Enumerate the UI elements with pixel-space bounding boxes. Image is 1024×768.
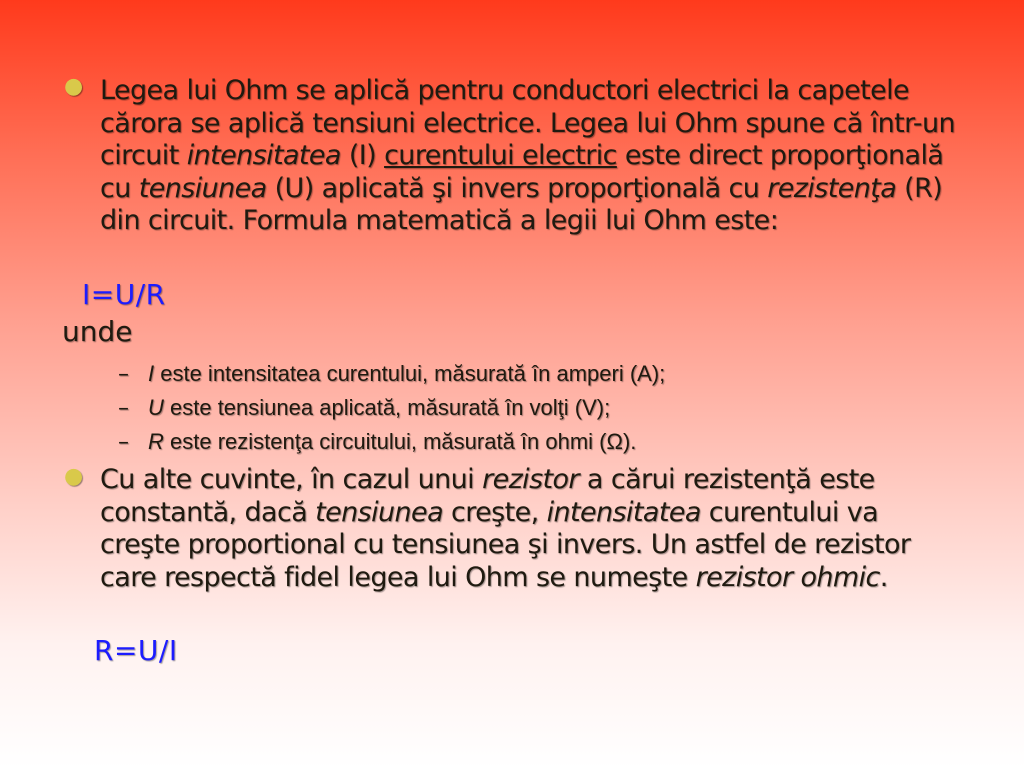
- dash-icon: –: [118, 430, 129, 455]
- text-segment: .: [879, 561, 888, 593]
- formula-resistance: R=U/I: [94, 634, 178, 667]
- emphasis-rezistor-ohmic: rezistor ohmic: [695, 561, 880, 593]
- variable-r: R: [148, 429, 164, 454]
- emphasis-intensitatea: intensitatea: [186, 140, 341, 171]
- text-segment: creşte,: [443, 496, 547, 528]
- emphasis-rezistor: rezistor: [482, 464, 579, 495]
- variable-i: I: [148, 361, 155, 386]
- bullet-paragraph-2: [100, 464, 960, 594]
- text-segment: a cărui rezistenţă este constantă, dacă: [100, 464, 875, 528]
- dash-icon: –: [118, 362, 129, 387]
- dash-icon: –: [118, 396, 129, 421]
- bullet-dot-icon: ●: [64, 74, 84, 99]
- sub-item-text: este tensiunea aplicată, măsurată în volţi (V);: [163, 395, 611, 420]
- text-segment: (R) din circuit. Formula matematică a legii lui Ohm este:: [100, 172, 943, 236]
- bullet-paragraph-1: [100, 75, 960, 238]
- emphasis-tensiunea: tensiunea: [138, 172, 267, 204]
- emphasis-intensitatea: intensitatea: [546, 496, 701, 528]
- emphasis-rezistenta: rezistenţa: [767, 172, 897, 204]
- text-segment: (U) aplicată şi invers proporţională cu: [266, 172, 768, 204]
- text-segment: (I): [340, 140, 385, 171]
- formula-ohm-law: I=U/R: [82, 278, 166, 311]
- text-segment: Cu alte cuvinte, în cazul unui: [100, 464, 483, 495]
- sub-item-voltage: [118, 395, 610, 422]
- sub-item-text: este intensitatea curentului, măsurată în amperi (A);: [154, 361, 666, 386]
- link-curentului-electric[interactable]: curentului electric: [384, 140, 617, 171]
- bullet-dot-icon: ●: [64, 464, 84, 489]
- text-segment: curentului va creşte proportional cu tensiunea şi invers. Un astfel de rezistor care respectă fidel legea lui Ohm se numeşte: [100, 496, 911, 593]
- sub-item-resistance: [118, 429, 636, 456]
- text-segment: Legea lui Ohm se aplică pentru conductori electrici la capetele cărora se aplică tensiuni electrice. Legea lui Ohm spune că într-un circuit: [100, 75, 956, 171]
- emphasis-tensiunea: tensiunea: [315, 496, 444, 528]
- variable-u: U: [148, 395, 164, 420]
- sub-item-intensity: [118, 361, 665, 388]
- unde-label: unde: [62, 315, 133, 348]
- sub-item-text: este rezistenţa circuitului, măsurată în ohmi (Ω).: [163, 429, 637, 454]
- text-segment: este direct proporţională cu: [100, 140, 944, 204]
